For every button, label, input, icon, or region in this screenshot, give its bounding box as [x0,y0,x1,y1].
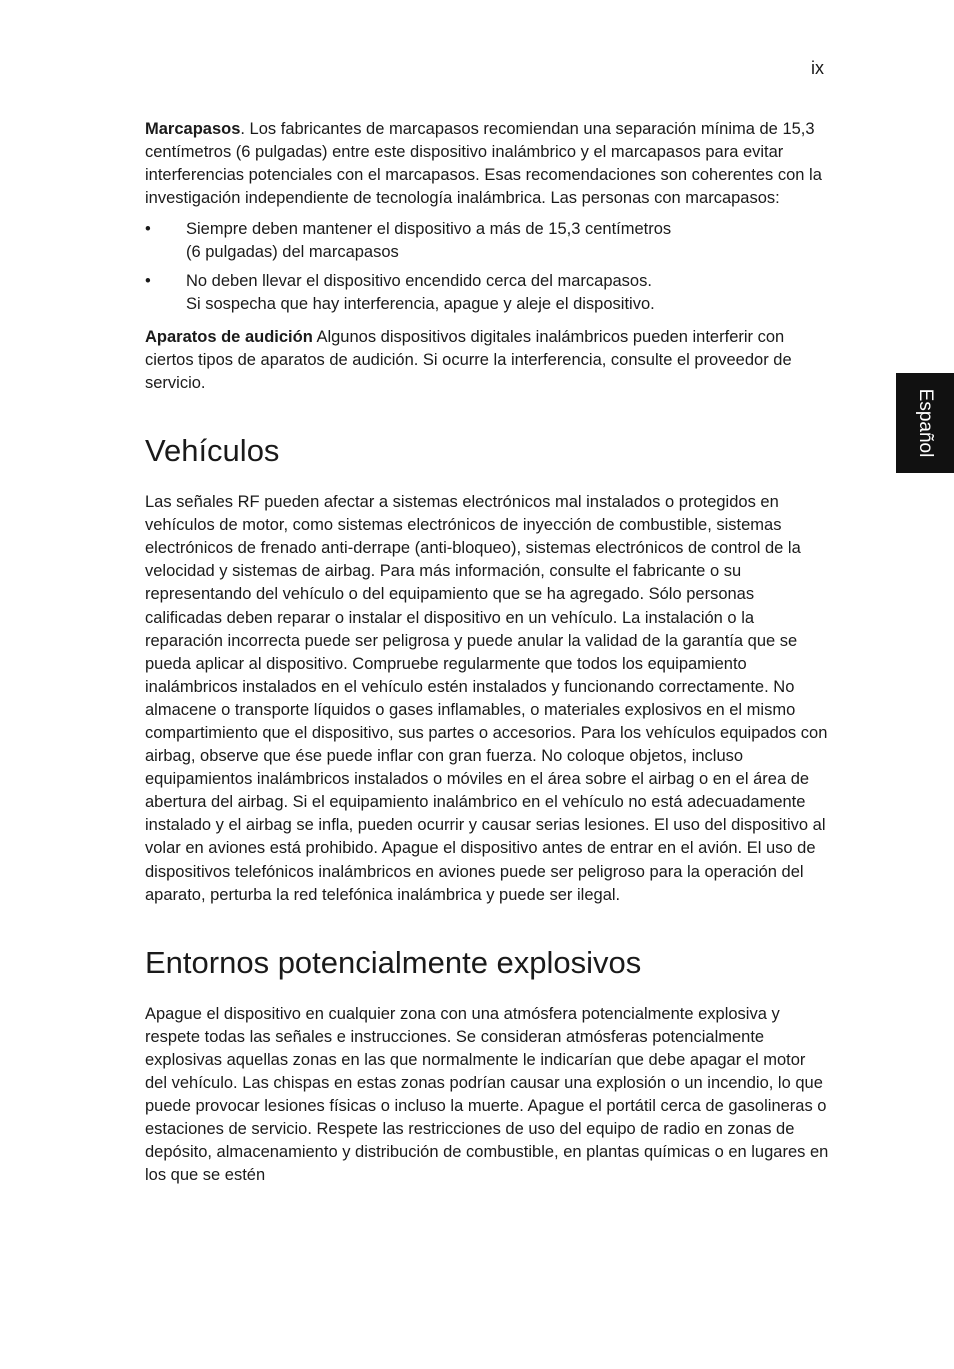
vehiculos-paragraph: Las señales RF pueden afectar a sistemas electrónicos mal instalados o protegidos en vehículos de motor, como sistemas electrónicos de inyección de combustible, sistemas electrónicos de frenado anti-derrape (anti-bloqueo), sistemas electrónicos de control de la velocidad y sistemas de airbag. Para más información, consulte el fabricante o su representando del vehículo o del equipamiento que se ha agregado. Sólo personas calificadas deben reparar o instalar el dispositivo en un vehículo. La instalación o la reparación incorrecta puede ser peligrosa y puede anular la validad de la garantía que se pueda aplicar al dispositivo. Compruebe regularmente que todos los equipamiento inalámbricos instalados en el vehículo estén instalados y funcionando correctamente. No almacene o transporte líquidos o gases inflamables, o materiales explosivos en el mismo compartimiento que el dispositivo, sus partes o accesorios. Para los vehículos equipados con airbag, observe que ése puede inflar con gran fuerza. No coloque objetos, incluso equipamientos inalámbricos instalados o móviles en el área sobre el airbag o en el área de abertura del airbag. Si el equipamiento inalámbrico en el vehículo no está adecuadamente instalado y el airbag se infla, pueden ocurrir y causar serias lesiones. El uso del dispositivo al volar en aviones está prohibido. Apague el dispositivo antes de entrar en el avión. El uso de dispositivos telefónicos inalámbricos en aviones puede ser peligroso para la operación del aparato, perturba la red telefónica inalámbrica y puede ser ilegal. [145,493,828,904]
marcapasos-text: . Los fabricantes de marcapasos recomiendan una separación mínima de 15,3 centímetros (6 pulgadas) entre este dispositivo inalámbrico y el marcapasos para evitar interferencias potenciales con el marcapasos. Esas recomendaciones son coherentes con la investigación independiente de tecnología inalámbrica. Las personas con marcapasos: [145,120,822,208]
page-number: ix [811,58,824,78]
bullet-icon: • [145,220,151,239]
list-item [145,270,829,316]
language-tab-label: Español [915,388,936,458]
marcapasos-label: Marcapasos [145,120,241,138]
bullet-icon: • [145,271,151,290]
list-item-line: Si sospecha que hay interferencia, apague y aleje el dispositivo. [186,294,655,313]
vehiculos-heading: Vehículos [145,433,280,469]
marcapasos-paragraph [145,118,829,210]
entornos-heading: Entornos potencialmente explosivos [145,944,642,980]
page-content [145,118,829,1187]
list-item-line: (6 pulgadas) del marcapasos [186,243,399,262]
list-item [145,218,829,264]
marcapasos-bullet-list [145,218,829,315]
list-item-line: No deben llevar el dispositivo encendido cerca del marcapasos. [186,271,652,290]
list-item-line: Siempre deben mantener el dispositivo a más de 15,3 centímetros [186,220,672,239]
audicion-text: Algunos dispositivos digitales inalámbricos pueden interferir con ciertos tipos de aparatos de audición. Si ocurre la interferencia, consulte el proveedor de servicio. [145,327,792,392]
audicion-label: Aparatos de audición [145,327,313,346]
language-tab [896,373,954,473]
audicion-paragraph [145,326,829,395]
entornos-paragraph: Apague el dispositivo en cualquier zona con una atmósfera potencialmente explosiva y respete todas las señales e instrucciones. Se consideran atmósferas potencialmente explosivas aquellas zonas en las que normalmente le indicarían que debe apagar el motor del vehículo. Las chispas en estas zonas podrían causar una explosión o un incendio, lo que puede provocar lesiones físicas o incluso la muerte. Apague el portátil cerca de gasolineras o estaciones de servicio. Respete las restricciones de uso del equipo de radio en zonas de depósito, almacenamiento y distribución de combustible, en plantas químicas o en lugares en los que se estén [145,1004,829,1185]
